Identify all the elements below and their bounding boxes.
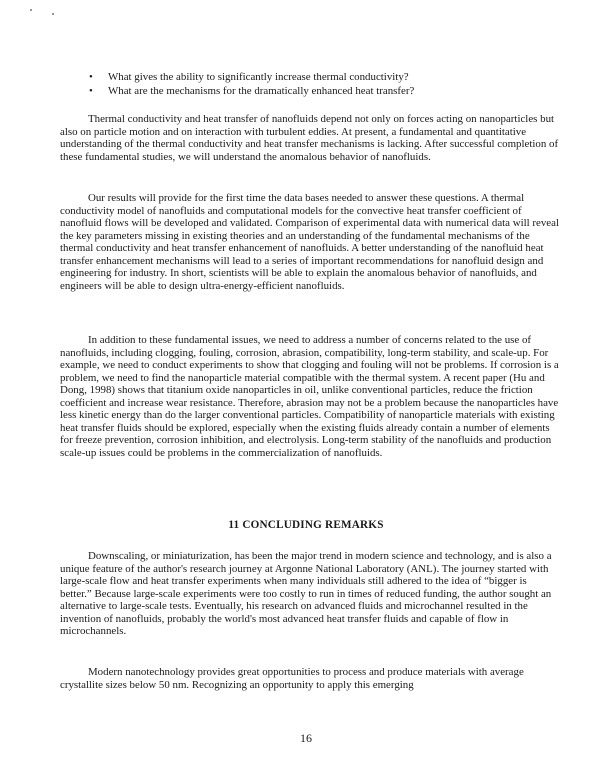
page-number: 16	[300, 731, 312, 745]
bullet-marker: •	[89, 85, 93, 97]
bullet-list	[88, 70, 558, 98]
bullet-item	[88, 84, 558, 98]
paragraph: Downscaling, or miniaturization, has been the major trend in modern science and technology, and is also a unique feature of the author's research journey at Argonne National Laboratory (ANL). The journey started with large-scale flow and heat transfer experiments when many individuals still adhered to the idea of “bigger is better.” Because large-scale experiments were too costly to run in times of reduced funding, the author sought an alternative to large-scale tests. Eventually, his research on advanced fluids and microchannel resulted in the invention of nanofluids, probably the world's most advanced heat transfer fluids and capable of flow in microchannels.	[60, 550, 552, 638]
scan-speck	[30, 9, 32, 11]
bullet-item	[88, 70, 558, 84]
paragraph: Our results will provide for the first time the data bases needed to answer these questions. A thermal conductivity model of nanofluids and computational models for the convective heat transfer coefficient of nanofluid flows will be developed and validated. Comparison of experimental data with numerical data will reveal the key parameters missing in existing theories and an understanding of the fundamental mechanisms of the thermal conductivity and heat transfer enhancement of nanofluids. A better understanding of the nanofluid heat transfer enhancement mechanisms will lead to a series of important recommendations for nanofluid design and engineering for industry. In short, scientists will be able to explain the anomalous behavior of nanofluids, and engineers will be able to design ultra-energy-efficient nanofluids.	[60, 192, 559, 292]
bullet-text: What are the mechanisms for the dramatically enhanced heat transfer?	[108, 85, 415, 97]
bullet-marker: •	[89, 71, 93, 83]
paragraph: Modern nanotechnology provides great opportunities to process and produce materials with average crystallite sizes below 50 nm. Recognizing an opportunity to apply this emerging	[60, 666, 524, 691]
bullet-text: What gives the ability to significantly increase thermal conductivity?	[108, 71, 409, 83]
paragraph: Thermal conductivity and heat transfer of nanofluids depend not only on forces acting on nanoparticles but also on particle motion and on interaction with turbulent eddies. At present, a fundamental and quantitative understanding of the thermal conductivity and heat transfer mechanisms is lacking. After successful completion of these fundamental studies, we will understand the anomalous behavior of nanofluids.	[60, 113, 559, 163]
paragraph: In addition to these fundamental issues, we need to address a number of concerns related to the use of nanofluids, including clogging, fouling, corrosion, abrasion, compatibility, long-term stability, and scale-up. For example, we need to conduct experiments to show that clogging and fouling will not be problems. If corrosion is a problem, we need to find the nanoparticle material compatible with the thermal system. A recent paper (Hu and Dong, 1998) shows that titanium oxide nanoparticles in oil, unlike conventional particles, reduce the friction coefficient and increase wear resistance. Therefore, abrasion may not be a problem because the nanoparticles have less kinetic energy than do the larger conventional particles. Compatibility of nanoparticle materials with existing heat transfer fluids should be explored, especially when the existing fluids already contain a number of elements for freeze prevention, corrosion inhibition, and electrolysis. Long-term stability of the nanofluids and production scale-up issues could be problems in the commercialization of nanofluids.	[60, 334, 559, 459]
scan-speck	[52, 13, 54, 15]
section-heading: 11 CONCLUDING REMARKS	[228, 519, 384, 531]
